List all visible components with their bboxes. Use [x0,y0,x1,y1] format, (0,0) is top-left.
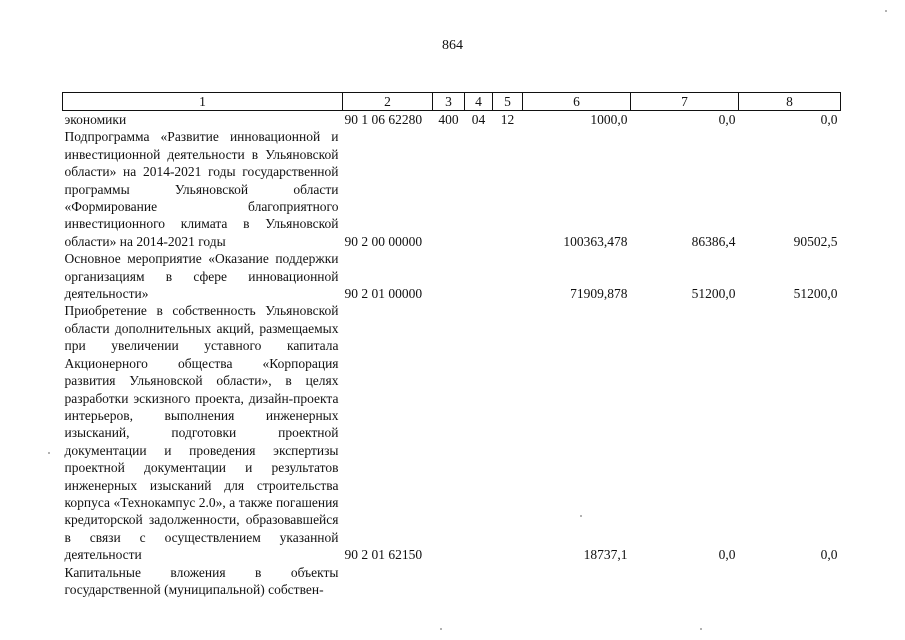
page-number: 864 [442,38,463,53]
table-row [63,111,841,129]
col-header-5: 5 [493,93,523,111]
row-code: 90 2 01 62150 [344,547,423,563]
row-col4 [465,302,493,563]
row-description: Капитальные вложения в объекты государственной (муниципальной) собствен- [64,564,339,597]
row-col5 [493,128,523,250]
row-code: 90 2 00 00000 [344,233,423,249]
row-col5: 12 [500,112,515,127]
table-row [63,302,841,563]
row-code: 90 1 06 62280 [344,112,423,127]
row-col5 [493,250,523,302]
scan-speck [48,452,50,454]
row-col4 [465,250,493,302]
scan-speck [440,628,442,630]
row-value-7: 86386,4 [691,233,736,249]
col-header-6: 6 [523,93,631,111]
row-code [343,564,433,599]
table-row [63,564,841,599]
row-description: Подпрограмма «Развитие инновационной и инвестиционной деятельности в Ульяновской области» на 2014-2021 годы государственной программы Ульяновской области «Формирование благоприятного инвестиционного климата в Ульяновской области» на 2014-2021 годы [64,129,339,249]
row-value-6: 71909,878 [570,286,628,302]
row-value-8: 51200,0 [793,286,838,302]
scan-speck [885,10,887,12]
col-header-7: 7 [631,93,739,111]
row-value-7: 0,0 [718,547,736,563]
row-value-7 [631,564,739,599]
row-value-6 [523,564,631,599]
row-value-8 [739,564,841,599]
row-code: 90 2 01 00000 [344,286,423,302]
row-col3 [433,564,465,599]
row-col3 [433,250,465,302]
row-value-8: 90502,5 [793,233,838,249]
row-description: Основное мероприятие «Оказание поддержки организациям в сфере инновационной деятельности» [64,251,339,302]
row-value-8: 0,0 [820,112,838,127]
row-col4 [465,128,493,250]
col-header-3: 3 [433,93,465,111]
row-col4: 04 [471,112,486,127]
row-value-8: 0,0 [820,547,838,563]
scan-speck [700,628,702,630]
column-number-header [63,93,841,111]
row-col4 [465,564,493,599]
col-header-8: 8 [739,93,841,111]
row-value-7: 0,0 [718,112,736,127]
scan-speck [580,515,582,517]
row-value-7: 51200,0 [691,286,736,302]
row-col3 [433,302,465,563]
row-value-6: 18737,1 [583,547,628,563]
col-header-4: 4 [465,93,493,111]
table-row [63,128,841,250]
budget-table [62,92,841,598]
table-row [63,250,841,302]
row-description: экономики [64,112,127,127]
col-header-2: 2 [343,93,433,111]
row-col5 [493,564,523,599]
row-col3 [433,128,465,250]
row-description: Приобретение в собственность Ульяновской области дополнительных акций, размещаемых при увеличении уставного капитала Акционерного общества «Корпорация развития Ульяновской области», в целях разработки эскизного проекта, дизайн-проекта интерьеров, выполнения инженерных изысканий, подготовки проектной документации и проведения экспертизы проектной документации и результатов инженерных изысканий для строительства корпуса «Технокампус 2.0», а также погашения кредиторской задолженности, образовавшейся в связи с осуществлением указанной деятельности [64,303,339,563]
row-value-6: 1000,0 [590,112,628,127]
row-value-6: 100363,478 [563,233,628,249]
row-col3: 400 [438,112,459,127]
col-header-1: 1 [63,93,343,111]
row-col5 [493,302,523,563]
